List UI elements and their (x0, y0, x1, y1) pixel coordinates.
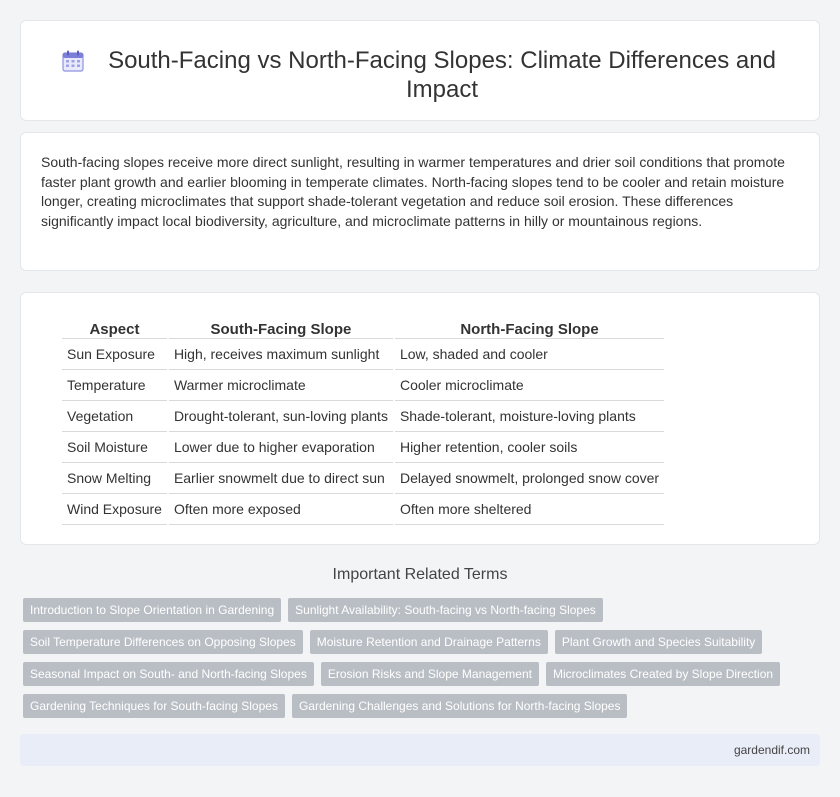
intro-card (20, 132, 820, 271)
table-row (62, 463, 664, 494)
related-term-tag[interactable]: Introduction to Slope Orientation in Gardening (23, 598, 281, 622)
table-cell: Snow Melting (62, 463, 167, 494)
related-term-tag[interactable]: Gardening Challenges and Solutions for North-facing Slopes (292, 694, 628, 718)
column-header-north: North-Facing Slope (395, 315, 664, 339)
comparison-card (20, 292, 820, 545)
column-header-aspect: Aspect (62, 315, 167, 339)
related-term-tag[interactable]: Soil Temperature Differences on Opposing Slopes (23, 630, 303, 654)
related-term-tag[interactable]: Moisture Retention and Drainage Patterns (310, 630, 548, 654)
intro-paragraph: South-facing slopes receive more direct sunlight, resulting in warmer temperatures and drier soil conditions that promote faster plant growth and earlier blooming in temperate climates. North-facing slopes tend to be cooler and retain moisture longer, creating microclimates that support shade-tolerant vegetation and reduce soil erosion. These differences significantly impact local biodiversity, agriculture, and microclimate patterns in hilly or mountainous regions. (41, 154, 785, 229)
related-terms-list (23, 598, 813, 726)
column-header-south: South-Facing Slope (169, 315, 393, 339)
table-cell: Vegetation (62, 401, 167, 432)
related-term-tag[interactable]: Gardening Techniques for South-facing Slopes (23, 694, 285, 718)
comparison-table (60, 315, 666, 525)
table-cell: Soil Moisture (62, 432, 167, 463)
footer (20, 734, 820, 766)
table-cell: Low, shaded and cooler (395, 339, 664, 370)
table-cell: Drought-tolerant, sun-loving plants (169, 401, 393, 432)
related-term-tag[interactable]: Erosion Risks and Slope Management (321, 662, 539, 686)
footer-site-link[interactable]: gardendif.com (733, 743, 810, 757)
table-header-row (62, 315, 664, 339)
table-cell: Often more exposed (169, 494, 393, 525)
table-cell: Lower due to higher evaporation (169, 432, 393, 463)
table-row (62, 339, 664, 370)
header-card (20, 20, 820, 121)
related-term-tag[interactable]: Plant Growth and Species Suitability (555, 630, 762, 654)
table-cell: Wind Exposure (62, 494, 167, 525)
table-cell: Often more sheltered (395, 494, 664, 525)
table-cell: Shade-tolerant, moisture-loving plants (395, 401, 664, 432)
related-term-tag[interactable]: Sunlight Availability: South-facing vs North-facing Slopes (288, 598, 603, 622)
table-cell: Temperature (62, 370, 167, 401)
calendar-icon (61, 49, 85, 73)
table-row (62, 401, 664, 432)
table-row (62, 494, 664, 525)
table-row (62, 370, 664, 401)
table-cell: Earlier snowmelt due to direct sun (169, 463, 393, 494)
related-term-tag[interactable]: Seasonal Impact on South- and North-facing Slopes (23, 662, 314, 686)
table-cell: Higher retention, cooler soils (395, 432, 664, 463)
page-title: South-Facing vs North-Facing Slopes: Climate Differences and Impact (108, 47, 776, 103)
table-cell: Warmer microclimate (169, 370, 393, 401)
table-row (62, 432, 664, 463)
related-terms-title: Important Related Terms (332, 566, 508, 583)
related-term-tag[interactable]: Microclimates Created by Slope Direction (546, 662, 780, 686)
table-cell: Sun Exposure (62, 339, 167, 370)
table-cell: High, receives maximum sunlight (169, 339, 393, 370)
table-cell: Cooler microclimate (395, 370, 664, 401)
table-cell: Delayed snowmelt, prolonged snow cover (395, 463, 664, 494)
